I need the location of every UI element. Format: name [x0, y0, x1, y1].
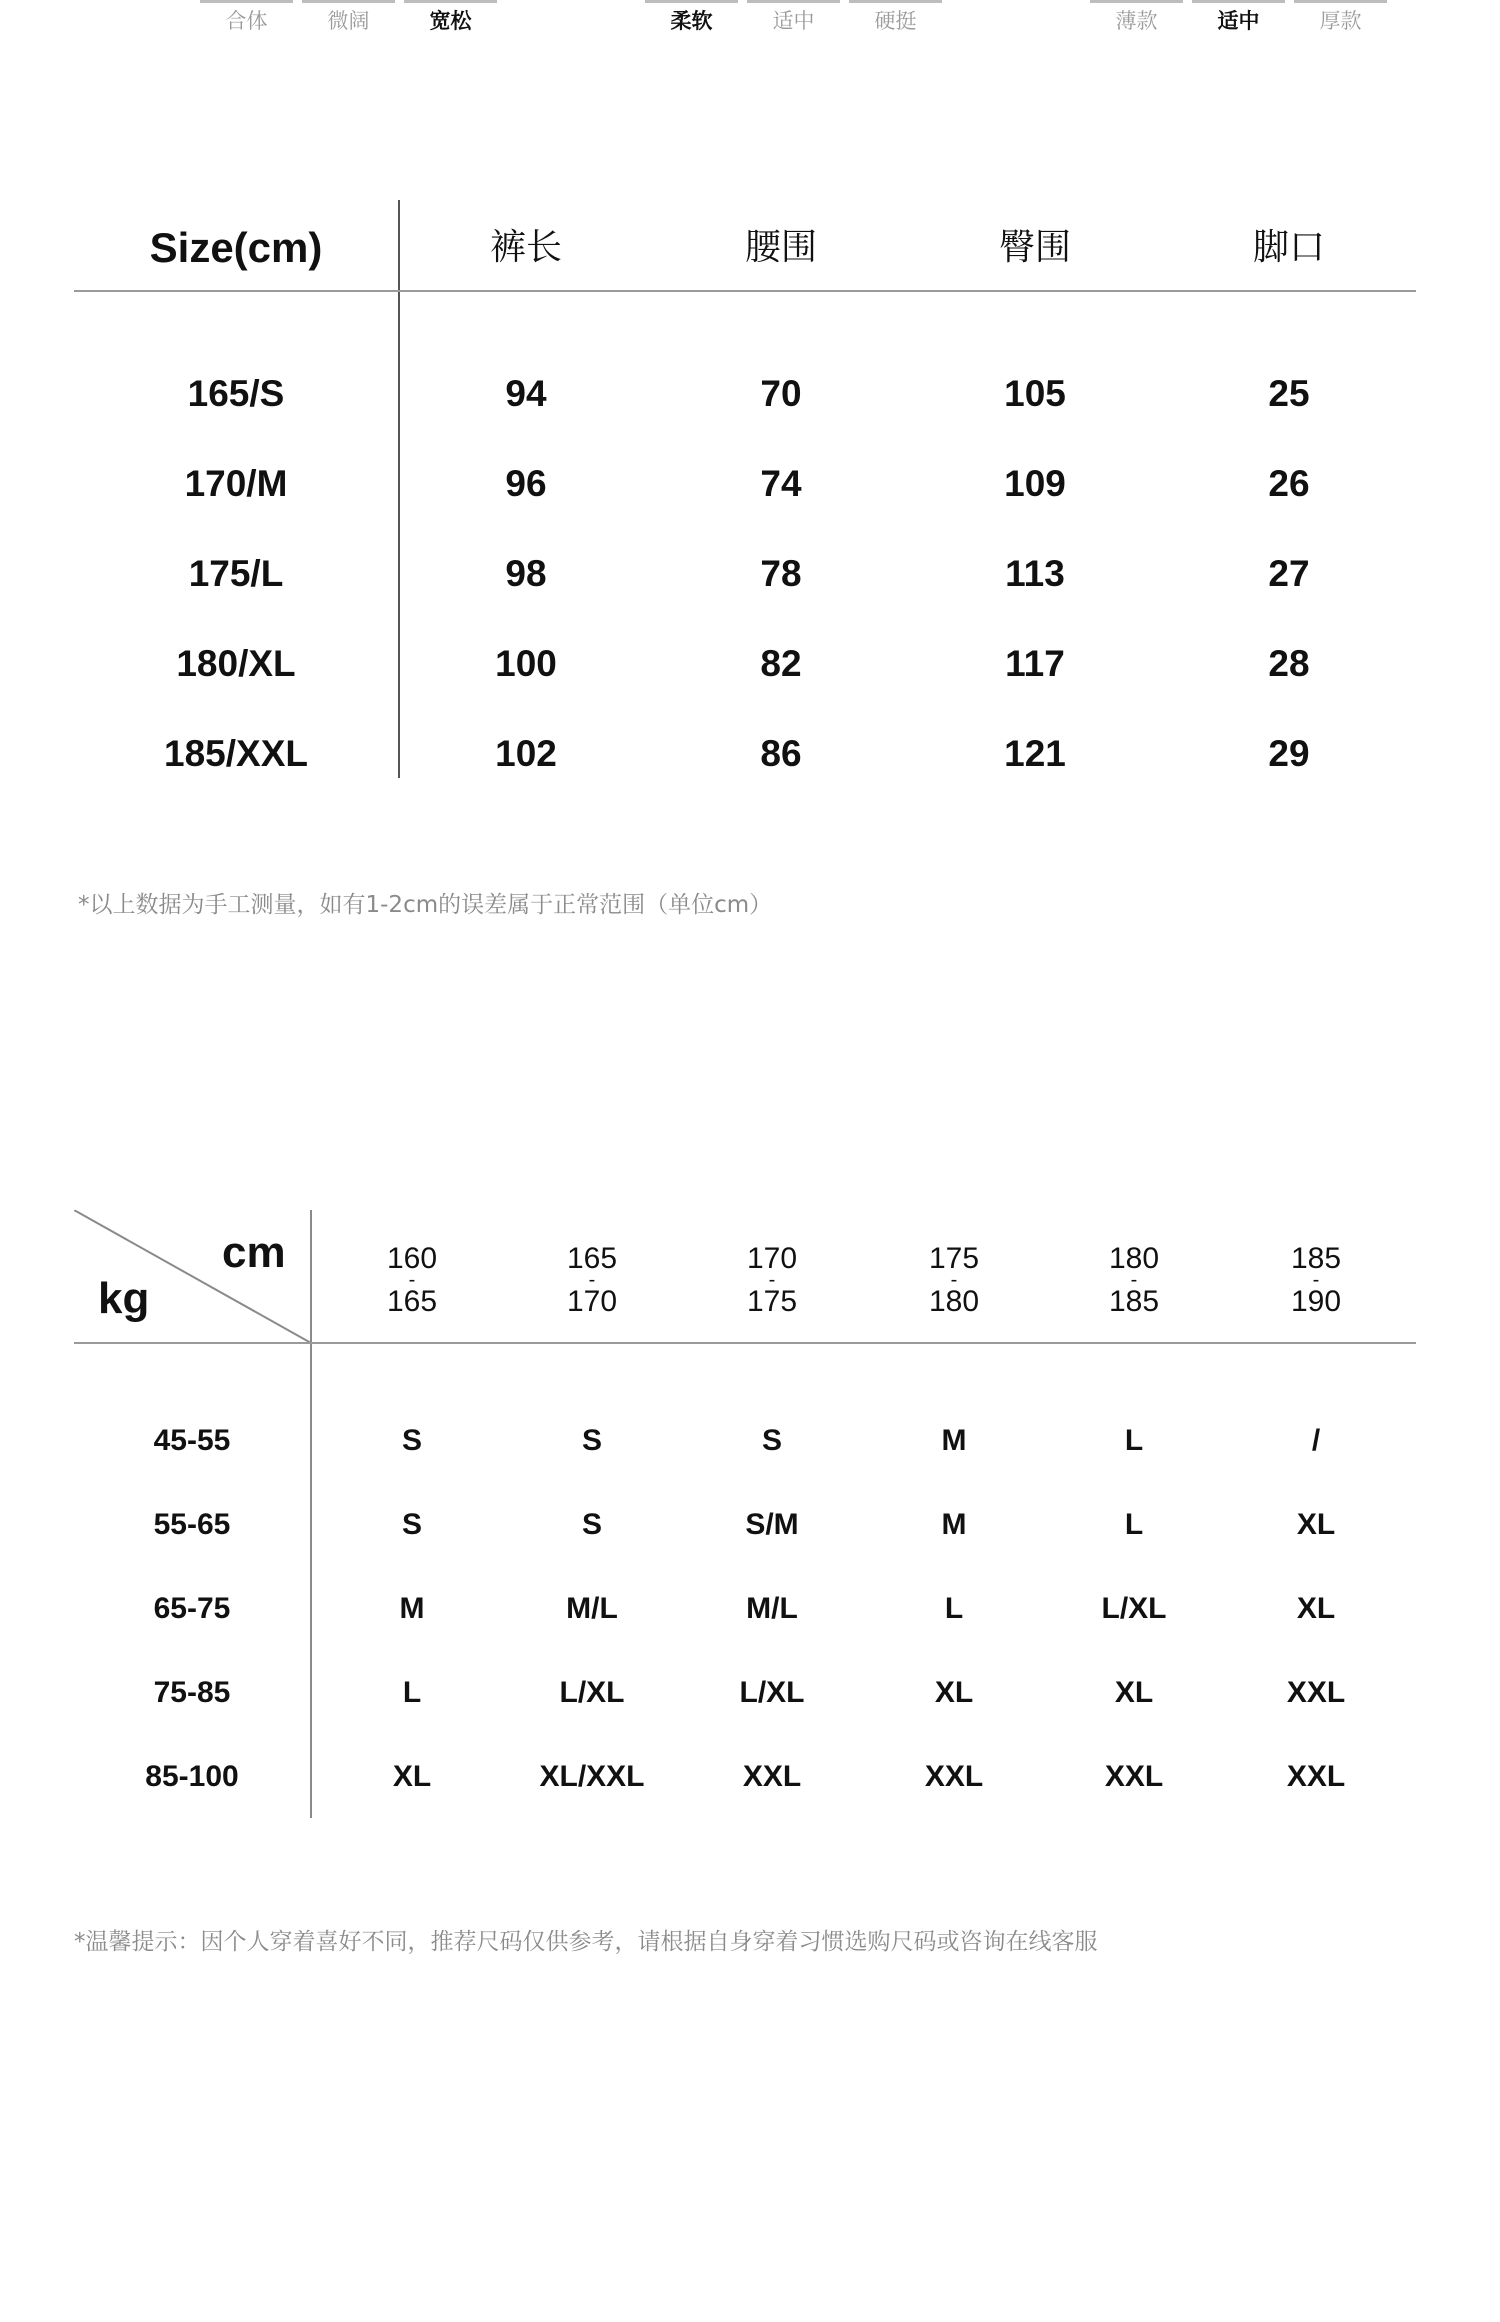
height-range-header: [894, 1244, 1014, 1317]
height-range-header: [712, 1244, 832, 1317]
hem-value: 29: [1268, 733, 1310, 774]
weight-range-label: 65-75: [153, 1592, 231, 1625]
recommended-size: XL: [392, 1760, 432, 1793]
height-to: 175: [746, 1285, 798, 1318]
size-header: Size(cm): [149, 224, 323, 271]
height-from: 170: [746, 1242, 798, 1275]
range-dash: -: [588, 1269, 596, 1291]
recommended-size: /: [1311, 1424, 1321, 1457]
size-recommendation-table: [74, 1210, 1416, 1820]
size-table-header-rule: [74, 290, 1416, 292]
range-dash: -: [1312, 1269, 1320, 1291]
height-range-header: [1074, 1244, 1194, 1317]
rec-table-header-rule: [74, 1342, 1416, 1344]
recommended-size: M/L: [746, 1592, 798, 1625]
range-dash: -: [950, 1269, 958, 1291]
waist-value: 78: [760, 553, 802, 594]
recommended-size: S: [761, 1424, 782, 1457]
range-dash: -: [1130, 1269, 1138, 1291]
recommended-size: L/XL: [559, 1676, 625, 1709]
fit-option-selected: 宽松: [404, 0, 497, 40]
recommended-size: XL/XXL: [539, 1760, 645, 1793]
size-label: 180/XL: [176, 643, 296, 684]
waist-value: 82: [760, 643, 802, 684]
length-value: 100: [495, 643, 557, 684]
height-range-header: [532, 1244, 652, 1317]
thickness-option: 薄款: [1090, 0, 1183, 40]
length-value: 98: [505, 553, 547, 594]
recommended-size: L/XL: [1101, 1592, 1167, 1625]
fit-option: 合体: [200, 0, 293, 40]
weight-unit-label: kg: [98, 1274, 150, 1323]
weight-range-label: 85-100: [145, 1760, 239, 1793]
weight-range-label: 55-65: [153, 1508, 231, 1541]
size-measurement-note: *以上数据为手工测量，如有1-2cm的误差属于正常范围（单位cm）: [78, 892, 773, 918]
hip-value: 105: [1004, 373, 1066, 414]
softness-option: 适中: [747, 0, 840, 40]
size-label: 175/L: [188, 553, 284, 594]
hem-value: 28: [1268, 643, 1310, 684]
hem-header: 脚口: [1252, 227, 1325, 268]
size-recommendation-tip: *温馨提示：因个人穿着喜好不同，推荐尺码仅供参考，请根据自身穿着习惯选购尺码或咨询在线客服: [74, 1929, 1098, 1955]
rec-table-divider: [310, 1210, 312, 1818]
height-range-header: [352, 1244, 472, 1317]
hip-value: 109: [1004, 463, 1066, 504]
range-dash: -: [768, 1269, 776, 1291]
height-from: 165: [566, 1242, 618, 1275]
recommended-size: XXL: [1286, 1760, 1346, 1793]
waist-value: 86: [760, 733, 802, 774]
hip-value: 121: [1004, 733, 1066, 774]
recommended-size: L: [1124, 1508, 1144, 1541]
recommended-size: XXL: [1286, 1676, 1346, 1709]
recommended-size: XL: [1296, 1592, 1336, 1625]
length-value: 96: [505, 463, 547, 504]
height-from: 180: [1108, 1242, 1160, 1275]
weight-range-label: 45-55: [153, 1424, 231, 1457]
size-label: 185/XXL: [164, 733, 308, 774]
height-to: 165: [386, 1285, 438, 1318]
size-table: [74, 200, 1416, 780]
size-label: 165/S: [187, 373, 285, 414]
recommended-size: XL: [1296, 1508, 1336, 1541]
weight-range-label: 75-85: [153, 1676, 231, 1709]
recommended-size: L: [1124, 1424, 1144, 1457]
recommended-size: XL: [934, 1676, 974, 1709]
height-from: 160: [386, 1242, 438, 1275]
height-to: 170: [566, 1285, 618, 1318]
thickness-option-selected: 适中: [1192, 0, 1285, 40]
waist-value: 70: [760, 373, 802, 414]
recommended-size: M: [399, 1592, 425, 1625]
recommended-size: M: [941, 1508, 967, 1541]
hip-header: 臀围: [998, 227, 1071, 268]
recommended-size: L: [944, 1592, 964, 1625]
size-label: 170/M: [184, 463, 288, 504]
height-to: 185: [1108, 1285, 1160, 1318]
recommended-size: L: [402, 1676, 422, 1709]
recommended-size: S: [401, 1424, 422, 1457]
hip-value: 113: [1005, 553, 1065, 594]
softness-option-selected: 柔软: [645, 0, 738, 40]
height-to: 180: [928, 1285, 980, 1318]
recommended-size: XL: [1114, 1676, 1154, 1709]
height-unit-label: cm: [222, 1228, 286, 1277]
recommended-size: XXL: [924, 1760, 984, 1793]
recommended-size: S: [581, 1508, 602, 1541]
height-from: 175: [928, 1242, 980, 1275]
length-value: 94: [505, 373, 547, 414]
waist-header: 腰围: [744, 227, 817, 268]
recommended-size: M/L: [566, 1592, 618, 1625]
recommended-size: S/M: [745, 1508, 799, 1541]
hem-value: 25: [1268, 373, 1310, 414]
recommended-size: M: [941, 1424, 967, 1457]
fit-option: 微阔: [302, 0, 395, 40]
height-to: 190: [1290, 1285, 1342, 1318]
waist-value: 74: [760, 463, 802, 504]
recommended-size: XXL: [742, 1760, 802, 1793]
range-dash: -: [408, 1269, 416, 1291]
thickness-option: 厚款: [1294, 0, 1387, 40]
hem-value: 26: [1268, 463, 1310, 504]
softness-option: 硬挺: [849, 0, 942, 40]
length-header: 裤长: [489, 227, 562, 268]
recommended-size: L/XL: [739, 1676, 805, 1709]
hip-value: 117: [1005, 643, 1065, 684]
recommended-size: S: [401, 1508, 422, 1541]
height-from: 185: [1290, 1242, 1342, 1275]
recommended-size: S: [581, 1424, 602, 1457]
length-value: 102: [495, 733, 557, 774]
recommended-size: XXL: [1104, 1760, 1164, 1793]
hem-value: 27: [1268, 553, 1310, 594]
height-range-header: [1256, 1244, 1376, 1317]
